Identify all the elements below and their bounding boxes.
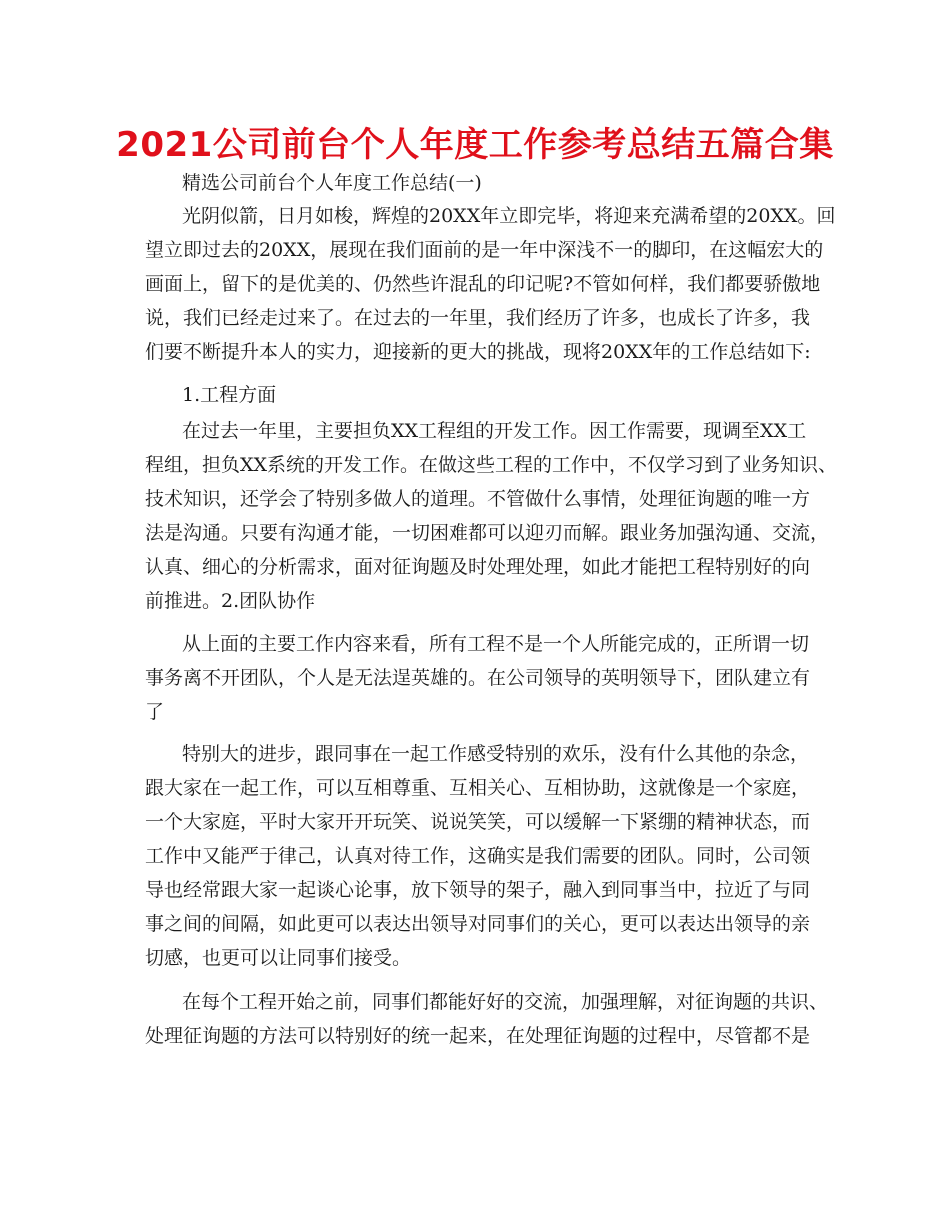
- paragraph-line: 跟大家在一起工作，可以互相尊重、互相关心、互相协助，这就像是一个家庭，: [145, 777, 811, 799]
- paragraph-line: 程组，担负XX系统的开发工作。在做这些工程的工作中，不仅学习到了业务知识、: [145, 454, 838, 476]
- document-title: 2021公司前台个人年度工作参考总结五篇合集: [116, 125, 834, 165]
- paragraph-line: 事之间的间隔，如此更可以表达出领导对同事们的关心，更可以表达出领导的亲: [145, 913, 811, 935]
- paragraph-line: 们要不断提升本人的实力，迎接新的更大的挑战，现将20XX年的工作总结如下:: [145, 341, 811, 363]
- paragraph-line: 切感，也更可以让同事们接受。: [145, 947, 412, 969]
- section-heading: 精选公司前台个人年度工作总结(一): [182, 172, 482, 194]
- paragraph-line: 处理征询题的方法可以特别好的统一起来，在处理征询题的过程中，尽管都不是: [145, 1025, 811, 1047]
- paragraph-line: 光阴似箭，日月如梭，辉煌的20XX年立即完毕，将迎来充满希望的20XX。回: [182, 205, 836, 227]
- paragraph-line: 画面上，留下的是优美的、仍然些许混乱的印记呢?不管如何样，我们都要骄傲地: [145, 273, 821, 295]
- paragraph-line: 前推进。2.团队协作: [145, 590, 316, 612]
- paragraph-line: 说，我们已经走过来了。在过去的一年里，我们经历了许多，也成长了许多，我: [145, 307, 811, 329]
- paragraph-line: 在每个工程开始之前，同事们都能好好的交流，加强理解，对征询题的共识、: [182, 991, 829, 1013]
- paragraph-line: 法是沟通。只要有沟通才能，一切困难都可以迎刃而解。跟业务加强沟通、交流，: [145, 522, 830, 544]
- paragraph-line: 在过去一年里，主要担负XX工程组的开发工作。因工作需要，现调至XX工: [182, 420, 807, 442]
- paragraph-line: 认真、细心的分析需求，面对征询题及时处理处理，如此才能把工程特别好的向: [145, 556, 811, 578]
- paragraph-line: 望立即过去的20XX，展现在我们面前的是一年中深浅不一的脚印，在这幅宏大的: [145, 239, 824, 261]
- subsection-heading: 1.工程方面: [182, 384, 277, 406]
- paragraph-line: 从上面的主要工作内容来看，所有工程不是一个人所能完成的，正所谓一切: [182, 633, 810, 655]
- paragraph-line: 技术知识，还学会了特别多做人的道理。不管做什么事情，处理征询题的唯一方: [145, 488, 811, 510]
- paragraph-line: 工作中又能严于律己，认真对待工作，这确实是我们需要的团队。同时，公司领: [145, 845, 811, 867]
- paragraph-line: 导也经常跟大家一起谈心论事，放下领导的架子，融入到同事当中，拉近了与同: [145, 879, 811, 901]
- paragraph-line: 一个大家庭，平时大家开开玩笑、说说笑笑，可以缓解一下紧绷的精神状态，而: [145, 811, 811, 833]
- paragraph-line: 事务离不开团队，个人是无法逞英雄的。在公司领导的英明领导下，团队建立有: [145, 667, 811, 689]
- paragraph-line: 了: [145, 701, 165, 723]
- paragraph-line: 特别大的进步，跟同事在一起工作感受特别的欢乐，没有什么其他的杂念，: [182, 743, 810, 765]
